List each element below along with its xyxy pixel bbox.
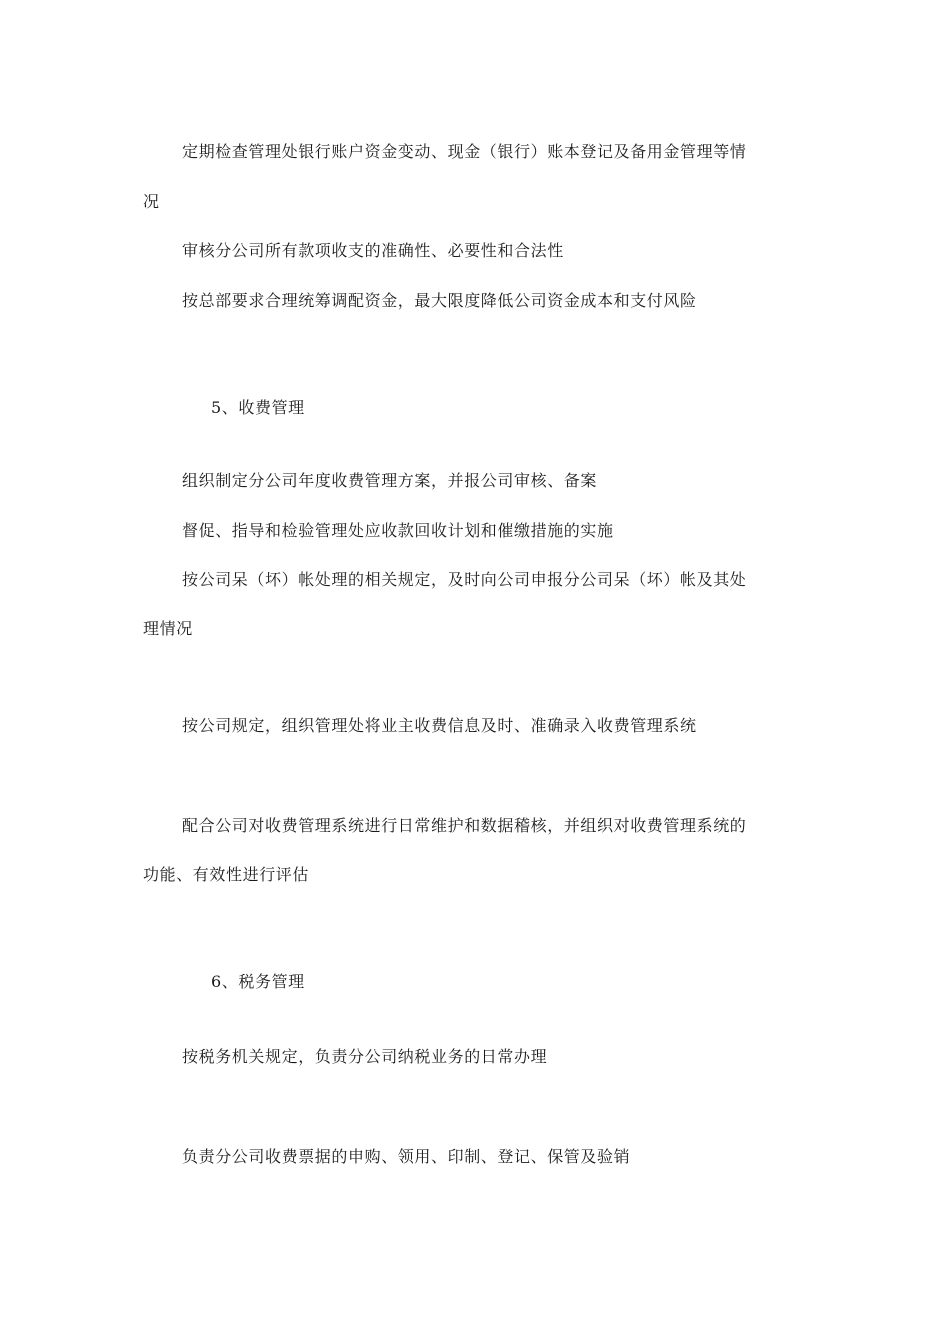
paragraph-fee-entry: 按公司规定，组织管理处将业主收费信息及时、准确录入收费管理系统: [182, 716, 697, 735]
paragraph-fund-allocation: 按总部要求合理统筹调配资金，最大限度降低公司资金成本和支付风险: [182, 291, 697, 310]
paragraph-invoice-management: 负责分公司收费票据的申购、领用、印制、登记、保管及验销: [182, 1147, 631, 1166]
section-heading-tax-management: 6、税务管理: [211, 972, 305, 991]
paragraph-fund-check-line2: 况: [143, 192, 160, 211]
paragraph-fee-plan: 组织制定分公司年度收费管理方案，并报公司审核、备案: [182, 471, 598, 490]
paragraph-bad-debt-line1: 按公司呆（坏）帐处理的相关规定，及时向公司申报分公司呆（坏）帐及其处: [182, 570, 747, 589]
paragraph-system-maintenance-line1: 配合公司对收费管理系统进行日常维护和数据稽核，并组织对收费管理系统的: [182, 816, 747, 835]
paragraph-fund-check-line1: 定期检查管理处银行账户资金变动、现金（银行）账本登记及备用金管理等情: [182, 142, 747, 161]
paragraph-tax-handling: 按税务机关规定，负责分公司纳税业务的日常办理: [182, 1047, 548, 1066]
paragraph-audit-payments: 审核分公司所有款项收支的准确性、必要性和合法性: [182, 241, 564, 260]
paragraph-bad-debt-line2: 理情况: [143, 619, 193, 638]
paragraph-receivables: 督促、指导和检验管理处应收款回收计划和催缴措施的实施: [182, 521, 614, 540]
section-heading-fee-management: 5、收费管理: [211, 398, 305, 417]
paragraph-system-maintenance-line2: 功能、有效性进行评估: [143, 865, 310, 884]
